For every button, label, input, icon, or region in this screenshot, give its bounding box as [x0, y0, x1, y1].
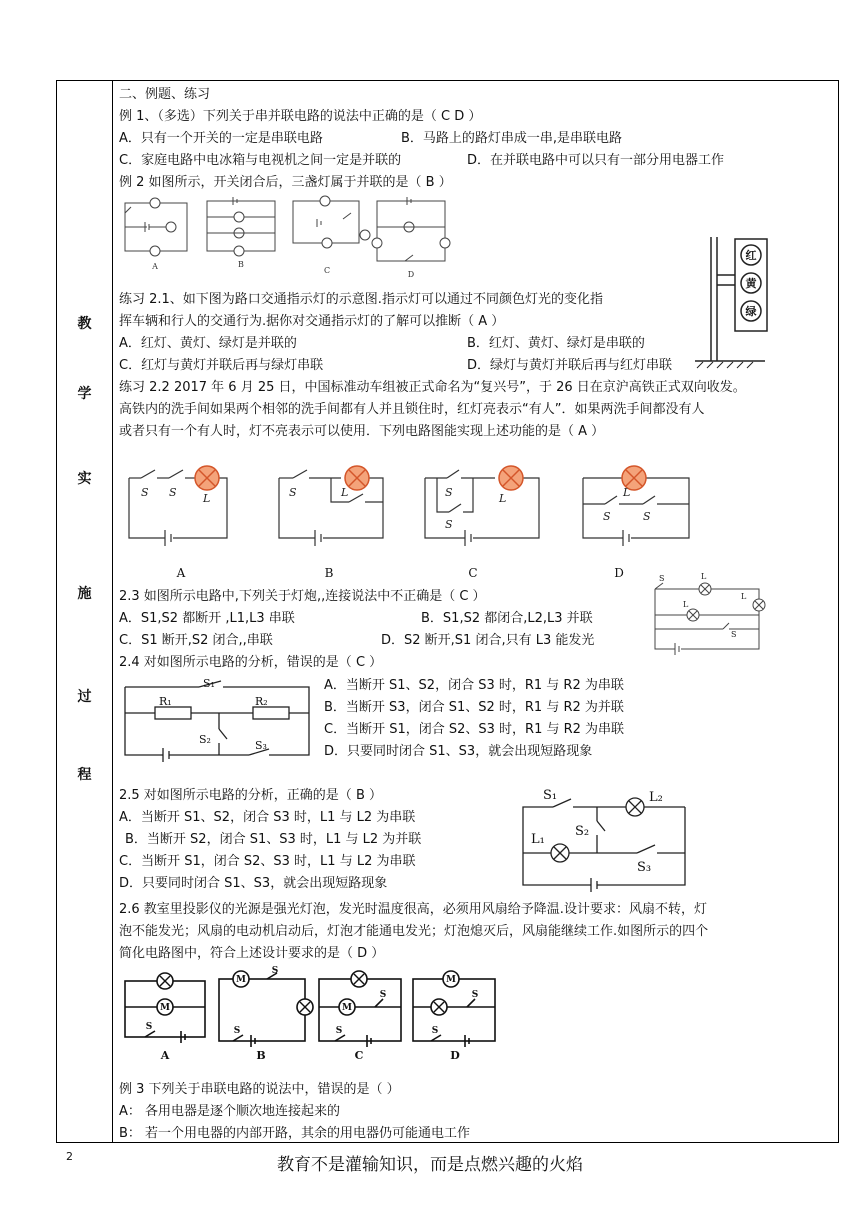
ex3-option-a: A： 各用电器是逐个顺次地连接起来的 [119, 1104, 341, 1119]
p24-option-d: D．只要同时闭合 S1、S3，就会出现短路现象 [324, 744, 593, 759]
lesson-table [56, 80, 839, 1143]
p22-label: B [324, 566, 334, 580]
svg-text:L: L [741, 592, 747, 601]
svg-text:S: S [731, 630, 737, 639]
yellow-light-label: 黄 [745, 277, 757, 290]
ex1-question: 例 1、（多选）下列关于串并联电路的说法中正确的是（ C D ） [119, 109, 482, 124]
p24-option-a: A．当断开 S1、S2，闭合 S3 时，R1 与 R2 为串联 [324, 678, 624, 693]
ex1-option-c: C．家庭电路中电冰箱与电视机之间一定是并联的 [119, 153, 402, 168]
p22-question-line1: 练习 2.2 2017 年 6 月 25 日，中国标准动车组被正式命名为“复兴号”，于 26 日在京沪高铁正式双向收发。 [119, 380, 746, 395]
side-label-char: 学 [77, 386, 92, 402]
p21-question-line1: 练习 2.1、如下图为路口交通指示灯的示意图.指示灯可以通过不同颜色灯光的变化指 [119, 292, 603, 307]
svg-text:S: S [289, 486, 297, 499]
svg-text:S₂: S₂ [575, 824, 590, 839]
p25-option-d: D．只要同时闭合 S1、S3，就会出现短路现象 [119, 876, 388, 891]
ex3-question: 例 3 下列关于串联电路的说法中，错误的是（ ） [119, 1082, 400, 1097]
svg-text:S: S [445, 486, 453, 499]
svg-text:S₁: S₁ [203, 677, 215, 690]
svg-text:S: S [233, 1026, 241, 1036]
svg-text:L: L [623, 486, 631, 499]
svg-text:S: S [471, 990, 479, 1000]
p23-circuit-figure [649, 571, 773, 655]
ex2-label: A [152, 262, 158, 271]
ex1-option-a: A．只有一个开关的一定是串联电路 [119, 131, 323, 146]
svg-text:S: S [141, 486, 149, 499]
traffic-light-figure [695, 229, 799, 371]
p22-question-line2: 高铁内的洗手间如果两个相邻的洗手间都有人并且锁住时，红灯亮表示“有人”．如果两洗手间都没有人 [119, 402, 705, 417]
svg-text:S₂: S₂ [199, 733, 211, 746]
p25-option-a: A．当断开 S1、S2，闭合 S3 时，L1 与 L2 为串联 [119, 810, 416, 825]
green-light-label: 绿 [745, 305, 757, 318]
svg-text:L₂: L₂ [649, 790, 663, 805]
p21-option-d: D．绿灯与黄灯并联后再与红灯串联 [467, 358, 673, 373]
svg-text:L: L [341, 486, 349, 499]
p26-label: C [354, 1049, 364, 1062]
svg-text:S: S [169, 486, 177, 499]
red-light-label: 红 [745, 249, 757, 262]
svg-text:R₂: R₂ [255, 695, 268, 708]
ex1-option-b: B．马路上的路灯串成一串,是串联电路 [401, 131, 623, 146]
ex2-label: B [238, 260, 244, 269]
p26-question-line2: 泡不能发光；风扇的电动机启动后，灯泡才能通电发光；灯泡熄灭后，风扇能继续工作.如图所示的四个 [119, 924, 709, 939]
p23-option-d: D．S2 断开,S1 闭合,只有 L3 能发光 [381, 633, 595, 648]
p24-circuit-figure [119, 677, 315, 763]
p21-option-c: C．红灯与黄灯并联后再与绿灯串联 [119, 358, 324, 373]
p21-option-b: B．红灯、黄灯、绿灯是串联的 [467, 336, 645, 351]
svg-text:S: S [445, 518, 453, 531]
p25-question: 2.5 对如图所示电路的分析，正确的是（ B ） [119, 788, 382, 803]
p26-question-line3: 简化电路图中，符合上述设计要求的是（ D ） [119, 946, 385, 961]
p22-label: C [468, 566, 478, 580]
side-label-char: 实 [77, 471, 92, 487]
p25-circuit-figure [517, 787, 687, 893]
p26-label: B [256, 1049, 266, 1062]
p26-question-line1: 2.6 教室里投影仪的光源是强光灯泡，发光时温度很高，必须用风扇给予降温.设计要求：风扇不转，灯 [119, 902, 707, 917]
page-number: 2 [66, 1150, 73, 1163]
svg-text:L: L [499, 492, 507, 505]
ex2-label: D [407, 270, 415, 279]
svg-text:S: S [335, 1026, 343, 1036]
svg-text:M: M [342, 1003, 352, 1013]
ex1-option-d: D．在并联电路中可以只有一部分用电器工作 [467, 153, 725, 168]
svg-text:M: M [160, 1003, 170, 1013]
p26-label: D [450, 1049, 460, 1062]
p26-circuits-figure [121, 966, 501, 1063]
p23-option-b: B．S1,S2 都闭合,L2,L3 并联 [421, 611, 593, 626]
svg-text:R₁: R₁ [159, 695, 172, 708]
p22-circuits-figure [119, 450, 679, 580]
p22-label: D [614, 566, 624, 580]
ex2-label: C [323, 266, 331, 275]
p23-option-a: A．S1,S2 都断开 ,L1,L3 串联 [119, 611, 295, 626]
footer-motto: 教育不是灌输知识，而是点燃兴趣的火焰 [277, 1155, 583, 1175]
svg-text:M: M [446, 975, 456, 985]
side-label-char: 施 [77, 586, 92, 602]
ex2-question: 例 2 如图所示，开关闭合后，三盏灯属于并联的是（ B ） [119, 175, 452, 190]
svg-text:S: S [659, 574, 665, 583]
side-label-char: 教 [77, 316, 92, 332]
svg-text:L₁: L₁ [531, 832, 545, 847]
p26-label: A [160, 1049, 170, 1062]
svg-text:S: S [145, 1022, 153, 1032]
p24-question: 2.4 对如图所示电路的分析，错误的是（ C ） [119, 655, 383, 670]
svg-text:S: S [643, 510, 651, 523]
svg-text:L: L [203, 492, 211, 505]
svg-text:S₃: S₃ [255, 739, 267, 752]
svg-text:S: S [271, 966, 279, 976]
svg-text:S: S [431, 1026, 439, 1036]
p23-option-c: C．S1 断开,S2 闭合,,串联 [119, 633, 273, 648]
svg-text:L: L [701, 572, 707, 581]
p22-question-line3: 或者只有一个有人时，灯不亮表示可以使用．下列电路图能实现上述功能的是（ A ） [119, 424, 605, 439]
svg-text:S₁: S₁ [543, 788, 558, 803]
p25-option-b: B．当断开 S2，闭合 S1、S3 时，L1 与 L2 为并联 [125, 832, 422, 847]
svg-text:L: L [683, 600, 689, 609]
p22-label: A [176, 566, 186, 580]
column-divider [112, 81, 113, 1142]
p24-option-c: C．当断开 S1，闭合 S2、S3 时，R1 与 R2 为串联 [324, 722, 625, 737]
svg-text:S: S [603, 510, 611, 523]
ex2-circuits-figure [121, 195, 461, 287]
side-label-char: 程 [77, 767, 92, 783]
svg-text:S₃: S₃ [637, 860, 652, 875]
side-label-column [57, 81, 112, 1142]
ex3-option-b: B： 若一个用电器的内部开路，其余的用电器仍可能通电工作 [119, 1126, 471, 1141]
side-label-char: 过 [77, 689, 92, 705]
p24-option-b: B．当断开 S3，闭合 S1、S2 时，R1 与 R2 为并联 [324, 700, 624, 715]
p21-option-a: A．红灯、黄灯、绿灯是并联的 [119, 336, 297, 351]
p25-option-c: C．当断开 S1，闭合 S2、S3 时，L1 与 L2 为串联 [119, 854, 416, 869]
p23-question: 2.3 如图所示电路中,下列关于灯炮,,连接说法中不正确是（ C ） [119, 589, 486, 604]
p21-question-line2: 挥车辆和行人的交通行为.据你对交通指示灯的了解可以推断（ A ） [119, 314, 505, 329]
section-title: 二、例题、练习 [119, 87, 211, 102]
svg-text:S: S [379, 990, 387, 1000]
svg-text:M: M [236, 975, 246, 985]
